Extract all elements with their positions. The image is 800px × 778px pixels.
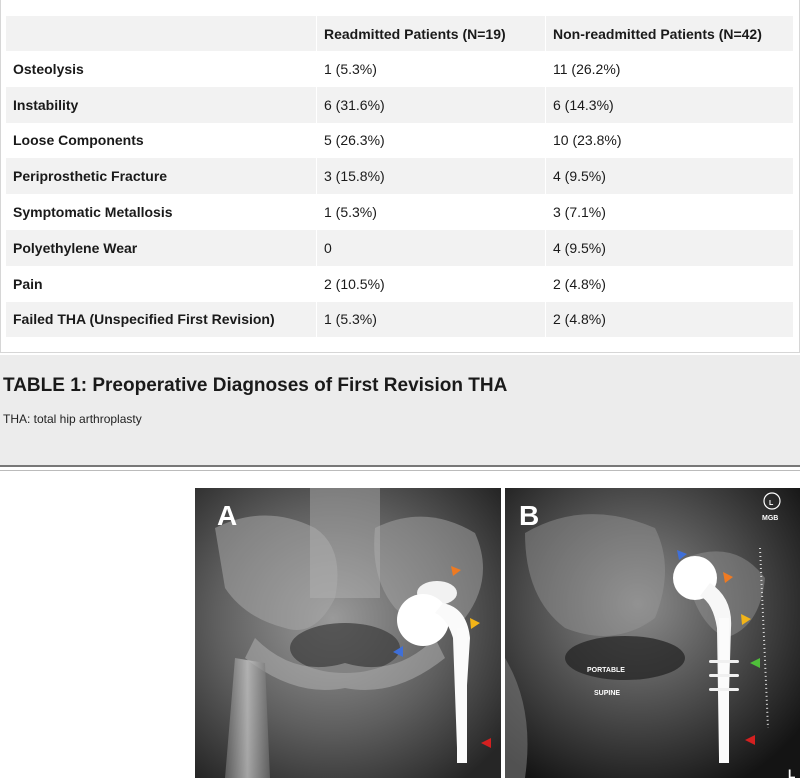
table-caption <box>0 355 800 465</box>
table-row <box>6 266 794 302</box>
supine-text: SUPINE <box>594 690 621 697</box>
diagnoses-table <box>6 16 794 337</box>
row-readmitted: 2 (10.5%) <box>317 266 546 302</box>
row-diagnosis: Polyethylene Wear <box>6 230 317 266</box>
header-readmitted: Readmitted Patients (N=19) <box>317 16 546 51</box>
section-divider <box>0 465 800 467</box>
table-row <box>6 87 794 123</box>
row-non-readmitted: 2 (4.8%) <box>546 266 794 302</box>
caption-note: THA: total hip arthroplasty <box>3 412 142 426</box>
table-row <box>6 51 794 87</box>
row-readmitted: 1 (5.3%) <box>317 302 546 338</box>
table-row <box>6 194 794 230</box>
row-non-readmitted: 6 (14.3%) <box>546 87 794 123</box>
section-divider-thin <box>0 470 800 471</box>
table-row <box>6 158 794 194</box>
row-non-readmitted: 4 (9.5%) <box>546 158 794 194</box>
table-row <box>6 302 794 338</box>
panel-a-label: A <box>217 500 238 531</box>
header-diagnosis <box>6 16 317 51</box>
xray-figure <box>195 488 800 778</box>
row-non-readmitted: 4 (9.5%) <box>546 230 794 266</box>
row-readmitted: 1 (5.3%) <box>317 194 546 230</box>
row-readmitted: 0 <box>317 230 546 266</box>
xray-svg <box>195 488 800 778</box>
row-diagnosis: Periprosthetic Fracture <box>6 158 317 194</box>
row-non-readmitted: 11 (26.2%) <box>546 51 794 87</box>
panel-a <box>195 488 501 778</box>
row-diagnosis: Loose Components <box>6 123 317 159</box>
row-non-readmitted: 10 (23.8%) <box>546 123 794 159</box>
edge-letter: L <box>788 767 796 778</box>
panel-b-label: B <box>519 500 540 531</box>
row-readmitted: 6 (31.6%) <box>317 87 546 123</box>
table-row <box>6 123 794 159</box>
row-diagnosis: Instability <box>6 87 317 123</box>
table-container <box>0 0 800 353</box>
row-readmitted: 3 (15.8%) <box>317 158 546 194</box>
row-non-readmitted: 3 (7.1%) <box>546 194 794 230</box>
row-readmitted: 1 (5.3%) <box>317 51 546 87</box>
row-readmitted: 5 (26.3%) <box>317 123 546 159</box>
row-diagnosis: Osteolysis <box>6 51 317 87</box>
caption-title: TABLE 1: Preoperative Diagnoses of First Revision THA <box>3 375 508 396</box>
row-diagnosis: Symptomatic Metallosis <box>6 194 317 230</box>
portable-text: PORTABLE <box>587 667 625 674</box>
row-diagnosis: Failed THA (Unspecified First Revision) <box>6 302 317 338</box>
header-non-readmitted: Non-readmitted Patients (N=42) <box>546 16 794 51</box>
panel-b <box>505 488 800 778</box>
table-row <box>6 230 794 266</box>
table-header-row <box>6 16 794 51</box>
row-non-readmitted: 2 (4.8%) <box>546 302 794 338</box>
row-diagnosis: Pain <box>6 266 317 302</box>
institution-tag: MGB <box>762 515 779 522</box>
side-marker-letter: L <box>769 500 774 507</box>
